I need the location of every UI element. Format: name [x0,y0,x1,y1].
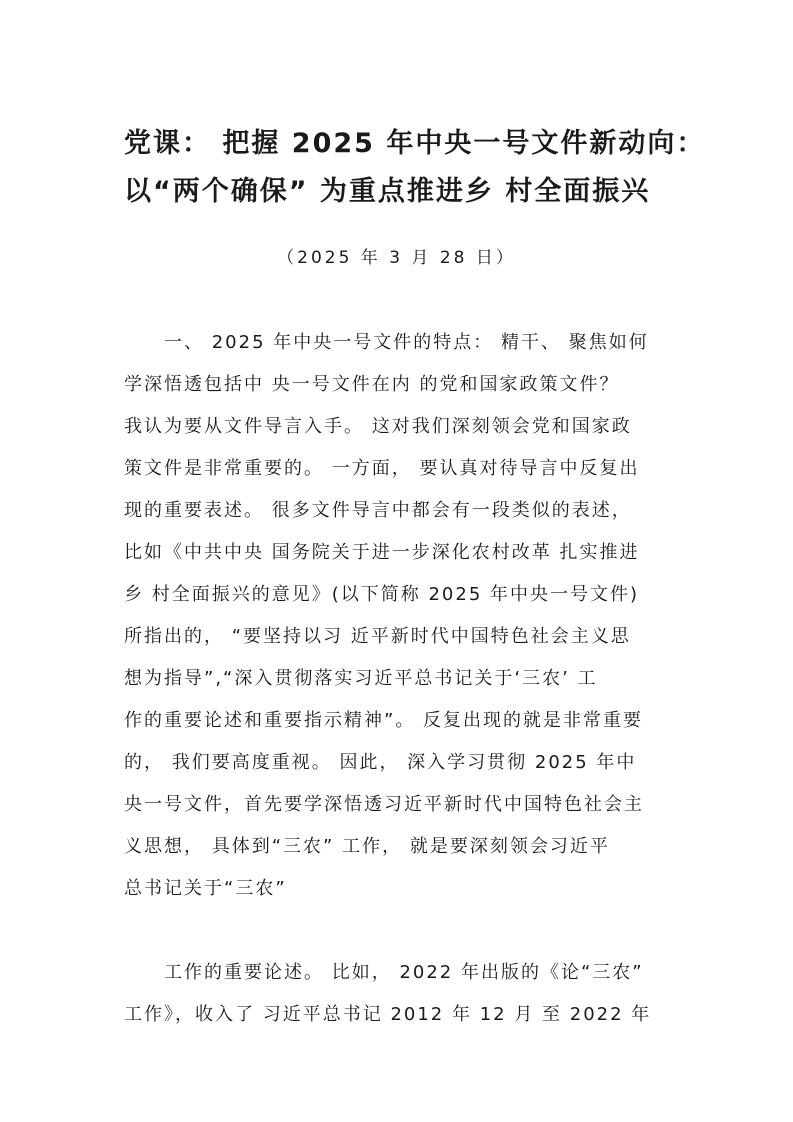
paragraph-line: 一、 2025 年中央一号文件的特点： 精干、 聚焦如何 [164,332,649,353]
document-title-line-1: 党课： 把握 2025 年中央一号文件新动向： [124,128,706,159]
paragraph-line: 作的重要论述和重要指示精神”。 反复出现的就是非常重要 [124,710,644,731]
paragraph-line: 央一号文件，首先要学深悟透习近平新时代中国特色社会主 [124,794,644,815]
paragraph-line: 乡 村全面振兴的意见》(以下简称 2025 年中央一号文件) [124,584,640,605]
paragraph-line: 所指出的， “要坚持以习 近平新时代中国特色社会主义思 [124,626,631,647]
paragraph-line: 的， 我们要高度重视。 因此， 深入学习贯彻 2025 年中 [124,752,637,773]
paragraph-line: 工作的重要论述。 比如， 2022 年出版的《论“三农” [164,962,644,983]
paragraph-line: 学深悟透包括中 央一号文件在内 的党和国家政策文件？ [124,374,620,395]
paragraph-line: 想为指导”,“深入贯彻落实习近平总书记关于‘三农’ 工 [124,668,598,689]
paragraph-line: 策文件是非常重要的。 一方面， 要认真对待导言中反复出 [124,458,640,479]
paragraph-line: 我认为要从文件导言入手。 这对我们深刻领会党和国家政 [124,416,632,437]
paragraph-line: 义思想， 具体到“三农” 工作， 就是要深刻领会习近平 [124,836,610,857]
paragraph-line: 比如《中共中央 国务院关于进一步深化农村改革 扎实推进 [124,542,640,563]
paragraph-line: 总书记关于“三农” [124,878,287,899]
document-date: （2025 年 3 月 28 日） [277,248,516,268]
document-title-line-2: 以“两个确保” 为重点推进乡 村全面振兴 [124,176,651,207]
paragraph-line: 工作》，收入了 习近平总书记 2012 年 12 月 至 2022 年 [124,1004,652,1025]
paragraph-line: 现的重要表述。 很多文件导言中都会有一段类似的表述， [124,500,632,521]
